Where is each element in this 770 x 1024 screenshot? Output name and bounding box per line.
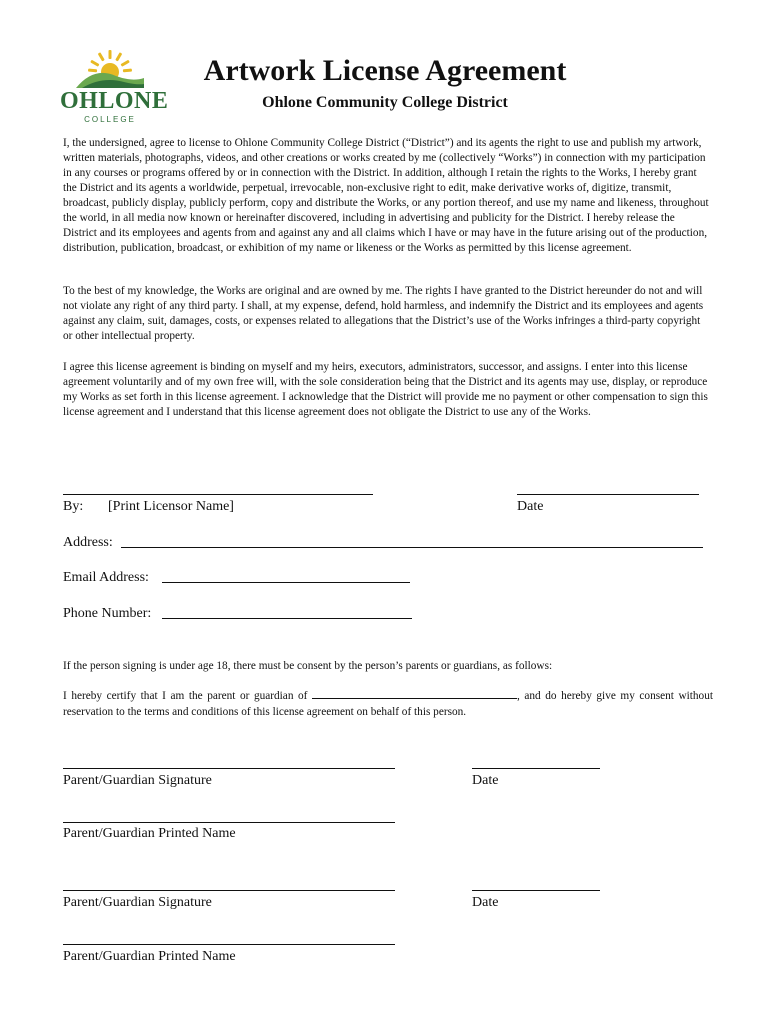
guardian1-signature-label: Parent/Guardian Signature [63, 773, 212, 788]
minor-name-field[interactable] [312, 688, 517, 699]
minor-consent-note: If the person signing is under age 18, there must be consent by the person’s parents or guardians, as follows: [63, 660, 553, 672]
address-label: Address: [63, 535, 113, 550]
guardian1-printed-name-label: Parent/Guardian Printed Name [63, 826, 236, 841]
email-field[interactable] [162, 582, 410, 583]
phone-field[interactable] [162, 618, 412, 619]
paragraph-originality: To the best of my knowledge, the Works are original and are owned by me. The rights I have granted to the District hereunder do not and will not violate any right of any third party. I shall, at my expense, defend, hold harmless, and indemnify the District and its employees and agents against any claim, suit, damages, costs, or expenses related to allegations that the District’s use of the Works infringes a third-party copyright or other intellectual property. [63, 285, 704, 342]
address-field[interactable] [121, 547, 703, 548]
guardian2-signature-line[interactable] [63, 890, 395, 891]
logo-subtext: COLLEGE [84, 115, 136, 124]
phone-label: Phone Number: [63, 606, 152, 621]
guardian1-date-line[interactable] [472, 768, 600, 769]
guardian1-printed-name-line[interactable] [63, 822, 395, 823]
guardian2-signature-label: Parent/Guardian Signature [63, 895, 212, 910]
guardian1-signature-line[interactable] [63, 768, 395, 769]
email-label: Email Address: [63, 570, 149, 585]
guardian2-printed-name-label: Parent/Guardian Printed Name [63, 949, 236, 964]
title-text: Artwork License Agreement [203, 54, 567, 87]
guardian-certification [63, 688, 713, 720]
guardian2-printed-name-line[interactable] [63, 944, 395, 945]
licensor-date-label: Date [517, 499, 544, 514]
document-subtitle: Ohlone Community College District [262, 94, 508, 111]
paragraph-binding: I agree this license agreement is binding on myself and my heirs, executors, administrators, successor, and assigns. I enter into this license agreement voluntarily and of my own free will, with the sole consideration being that the District and its agents may use, display, or reproduce my Works as set forth in this license agreement. I acknowledge that the District will provide me no payment or other compensation to sign this license agreement and I understand that this license agreement does not obligate the District to use any of the Works. [63, 361, 708, 418]
guardian1-date-label: Date [472, 773, 499, 788]
licensor-date-line[interactable] [517, 494, 699, 495]
licensor-signature-line[interactable] [63, 494, 373, 495]
guardian2-date-label: Date [472, 895, 499, 910]
print-licensor-name-label: [Print Licensor Name] [108, 499, 234, 514]
certify-prefix: I hereby certify that I am the parent or guardian of [63, 690, 308, 702]
paragraph-license-grant: I, the undersigned, agree to license to Ohlone Community College District (“District”) and its agents the right to use and publish my artwork, written materials, photographs, videos, and other creations or works created by me (collectively “Works”) in connection with my participation in any courses or programs offered by or in connection with the District. In addition, although I retain the rights to the Works, I hereby grant the District and its agents a worldwide, perpetual, irrevocable, non-exclusive right to edit, make derivative works of, digitize, transmit, broadcast, publicly display, publicly perform, copy and distribute the Works, or any portion thereof, and use my name and likeness, throughout the world, in all media now known or hereinafter discovered, including in advertising and publicity for the District. I hereby release the District and its employees and agents from and against any and all claims which I have or may have in the future arising out of the production, distribution, publication, broadcast, or exhibition of my name or likeness or the Works as permitted by this license agreement. [63, 137, 709, 254]
document-title [0, 54, 770, 88]
by-label: By: [63, 499, 84, 514]
logo-wordmark: OHLONE [60, 88, 169, 114]
guardian2-date-line[interactable] [472, 890, 600, 891]
certify-suffix: , and do hereby give my consent without reservation to the terms and conditions of this license agreement on behalf of this person. [63, 690, 713, 718]
